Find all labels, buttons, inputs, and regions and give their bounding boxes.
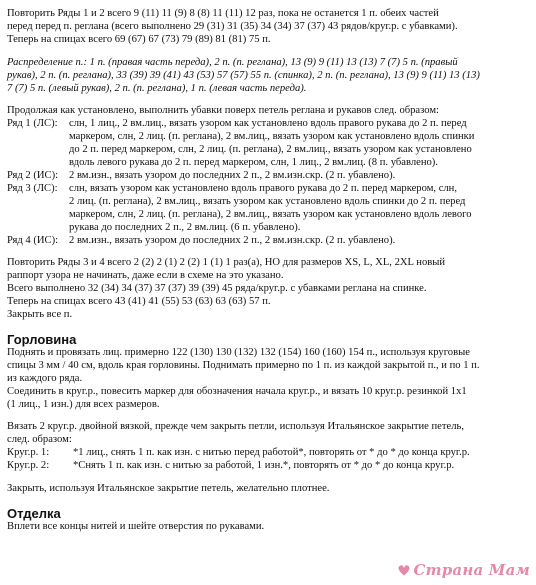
pattern-row-3 [7,183,529,235]
neckline-line: Вязать 2 круг.р. двойной вязкой, прежде чем закрыть петли, используя Итальянское закрытие петель, [7,421,464,433]
repeat-line: раппорт узора не начинать, даже если в схеме на это указано. [7,270,284,282]
row-line: маркером, слн, 2 лиц. (п. реглана), 2 вм.лиц., вязать узором как установлено вдоль спинки [69,131,475,143]
row-line: 2 вм.изн., вязать узором до последних 2 п., 2 вм.изн.скр. (2 п. убавлено). [69,234,396,246]
intro-line-3: Теперь на спицах всего 69 (67) 67 (73) 79 (89) 81 (81) 75 п. [7,33,271,45]
neckline-para-1 [7,347,529,412]
row-label: Ряд 3 (ЛС): [7,182,58,194]
row-instructions [69,183,529,235]
neckline-line: спицы 3 мм / 40 см, вдоль края горловины. Поднимать примерно по 1 п. из каждой закрытой п., и по 1 п. [7,359,480,371]
finishing-heading: Отделка [7,506,61,521]
intro-line-1: Повторить Ряды 1 и 2 всего 9 (11) 11 (9) 8 (8) 11 (11) 12 раз, пока не останется 1 п. обеих частей [7,8,439,19]
neckline-line: Соединить в круг.р., повесить маркер для обозначения начала круг.р., и вязать 10 круг.р. резинкой 1x1 [7,385,467,397]
round-1 [7,447,529,460]
neckline-closing: Закрыть, используя Итальянское закрытие петель, желательно плотнее. [7,483,330,495]
row-instructions [69,118,529,170]
repeat-line: Повторить Ряды 3 и 4 всего 2 (2) 2 (1) 2 (2) 1 (1) 1 раз(а), НО для размеров XS, L, XL, 2XL новый [7,257,446,269]
heart-logo-icon [397,562,411,578]
distribution-block [7,57,529,96]
continue-text: Продолжая как установлено, выполнить убавки поверх петель реглана и рукавов след. образом: [7,105,439,117]
round-2 [7,460,529,473]
row-line: 2 лиц. (п. реглана), 2 вм.лиц., вязать узором как установлено вдоль спинки до 2 п. перед [69,195,466,207]
intro-block [7,8,529,47]
row-line: до 2 п. перед маркером, слн, 2 лиц. (п. реглана), 2 вм.лиц., вязать узором как установлено [69,144,472,156]
pattern-row-2 [7,170,529,183]
row-line: маркером, слн, 2 лиц. (п. реглана), 2 вм.лиц., вязать узором как установлено вдоль левого [69,208,472,220]
row-line: слн, 1 лиц., 2 вм.лиц., вязать узором как установлено вдоль правого рукава до 2 п. перед [69,118,467,130]
pattern-row-4 [7,235,529,248]
neckline-line: след. образом: [7,434,72,446]
row-label: Ряд 4 (ИС): [7,234,59,246]
distribution-line: рукав), 2 п. (п. реглана), 33 (39) 39 (41) 43 (53) 57 (57) 55 п. (спинка), 2 п. (п. реглана), 13 (9) 9 (11) 13 (13) [7,69,480,81]
row-instructions [69,170,529,183]
row-label: Ряд 2 (ИС): [7,169,59,181]
intro-line-2: перед перед п. реглана (всего выполнено 29 (31) 31 (35) 34 (34) 37 (37) 43 рядов/круг.р. с убавками). [7,20,458,32]
repeat-line: Теперь на спицах всего 43 (41) 41 (55) 53 (63) 63 (63) 57 п. [7,296,271,308]
row-line: слн, вязать узором как установлено вдоль правого рукава до 2 п. перед маркером, слн, [69,182,458,194]
repeat-block [7,257,529,322]
finishing-text: Вплети все концы нитей и шейте отверстия по рукавами. [7,521,265,532]
round-text: *Снять 1 п. как изн. с нитью за работой, 1 изн.*, повторять от * до * до конца круг.р. [73,460,455,472]
neckline-para-2 [7,421,529,447]
repeat-line: Всего выполнено 32 (34) 34 (37) 37 (37) 39 (39) 45 ряда/круг.р. с убавками реглана на спинке. [7,283,427,295]
row-instructions [69,235,529,248]
round-label: Круг.р. 1: [7,447,50,459]
row-label: Ряд 1 (ЛС): [7,118,58,130]
site-watermark [397,559,530,581]
round-label: Круг.р. 2: [7,460,50,472]
document-page [7,8,529,534]
row-line: вдоль левого рукава до 2 п. перед маркером, слн, 1 лиц., 2 вм.лиц. (8 п. убавлено). [69,157,438,169]
pattern-row-1 [7,118,529,170]
distribution-line: Распределение п.: 1 п. (правая часть переда), 2 п. (п. реглана), 13 (9) 9 (11) 13 (13) 7 (7) 5 п. (правый [7,56,458,68]
neckline-line: из каждого ряда. [7,372,83,384]
round-text: *1 лиц., снять 1 п. как изн. с нитью перед работой*, повторять от * до * до конца круг.р. [73,447,470,459]
neckline-line: (1 лиц., 1 изн.) для всех размеров. [7,398,160,410]
neckline-line: Поднять и провязать лиц. примерно 122 (130) 130 (132) 132 (154) 160 (160) 154 п., используя круговые [7,346,470,358]
row-line: 2 вм.изн., вязать узором до последних 2 п., 2 вм.изн.скр. (2 п. убавлено). [69,169,396,181]
row-line: рукава до последних 2 п., 2 вм.лиц. (6 п. убавлено). [69,221,301,233]
neckline-heading: Горловина [7,331,77,347]
repeat-line: Закрыть все п. [7,309,73,321]
distribution-line: 7 (7) 5 п. (левый рукав), 2 п. (п. реглана), 1 п. (левая часть переда). [7,82,307,94]
watermark-text: Страна Мам [413,560,530,579]
